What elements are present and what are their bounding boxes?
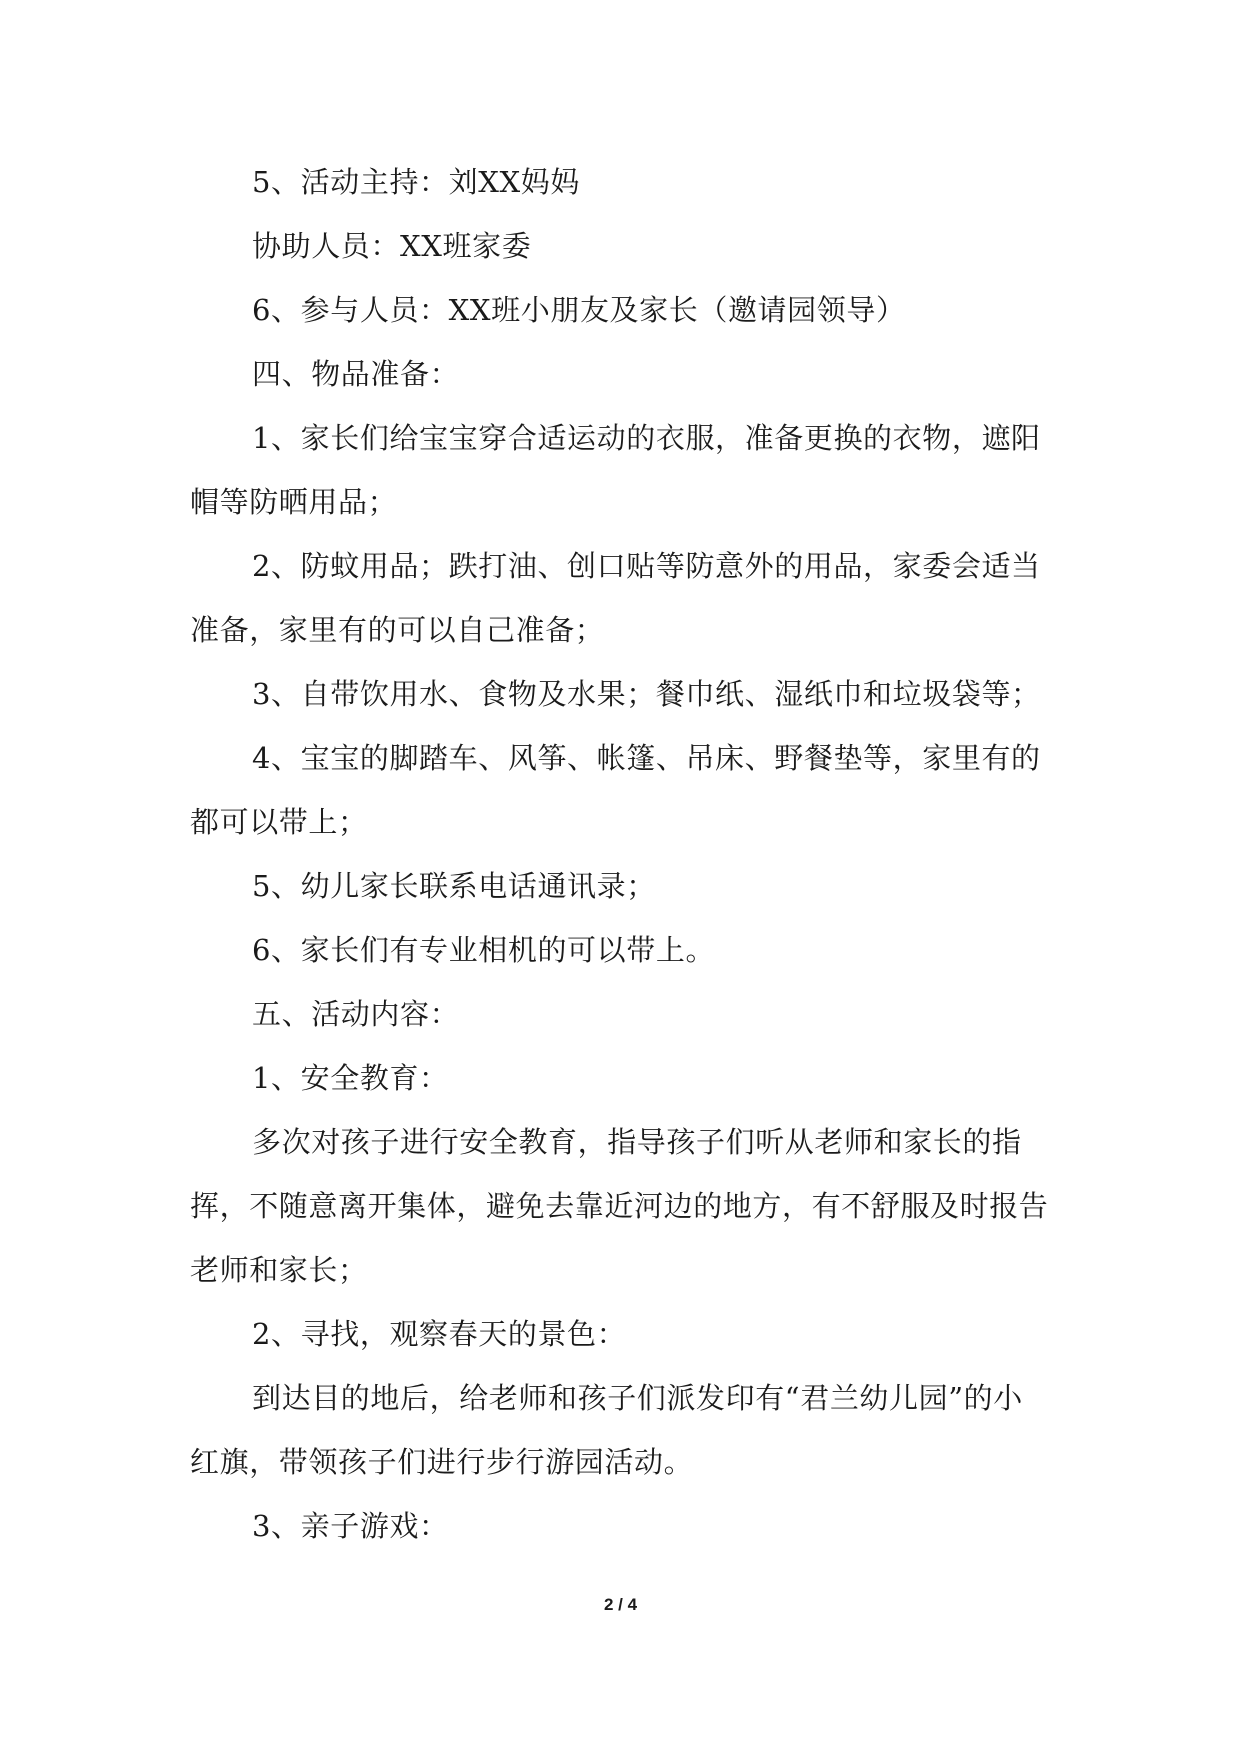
subheading-parent-child-games: 3、亲子游戏：	[252, 1509, 449, 1543]
subheading-spring-scenery: 2、寻找，观察春天的景色：	[252, 1317, 627, 1351]
document-body	[190, 150, 1050, 1558]
paragraph-host: 5、活动主持：刘XX妈妈	[252, 165, 580, 199]
paragraph-supplies-2: 2、防蚊用品；跌打油、创口贴等防意外的用品，家委会适当准备，家里有的可以自己准备；	[190, 549, 1041, 647]
paragraph-supplies-3: 3、自带饮用水、食物及水果；餐巾纸、湿纸巾和垃圾袋等；	[252, 677, 1041, 711]
paragraph-safety: 多次对孩子进行安全教育，指导孩子们听从老师和家长的指挥，不随意离开集体，避免去靠近河边的地方，有不舒服及时报告老师和家长；	[190, 1125, 1049, 1287]
paragraph-supplies-6: 6、家长们有专业相机的可以带上。	[252, 933, 716, 967]
paragraph-assistants: 协助人员：XX班家委	[252, 229, 532, 263]
page-number: 2 / 4	[603, 1595, 638, 1614]
section-heading-supplies: 四、物品准备：	[252, 357, 460, 391]
paragraph-supplies-1: 1、家长们给宝宝穿合适运动的衣服，准备更换的衣物，遮阳帽等防晒用品；	[190, 421, 1041, 519]
paragraph-supplies-5: 5、幼儿家长联系电话通讯录；	[252, 869, 656, 903]
paragraph-participants: 6、参与人员：XX班小朋友及家长（邀请园领导）	[252, 293, 906, 327]
section-heading-activities: 五、活动内容：	[252, 997, 460, 1031]
subheading-safety: 1、安全教育：	[252, 1061, 449, 1095]
paragraph-supplies-4: 4、宝宝的脚踏车、风筝、帐篷、吊床、野餐垫等，家里有的都可以带上；	[190, 741, 1041, 839]
paragraph-spring-scenery: 到达目的地后，给老师和孩子们派发印有“君兰幼儿园”的小红旗，带领孩子们进行步行游园活动。	[190, 1381, 1023, 1479]
